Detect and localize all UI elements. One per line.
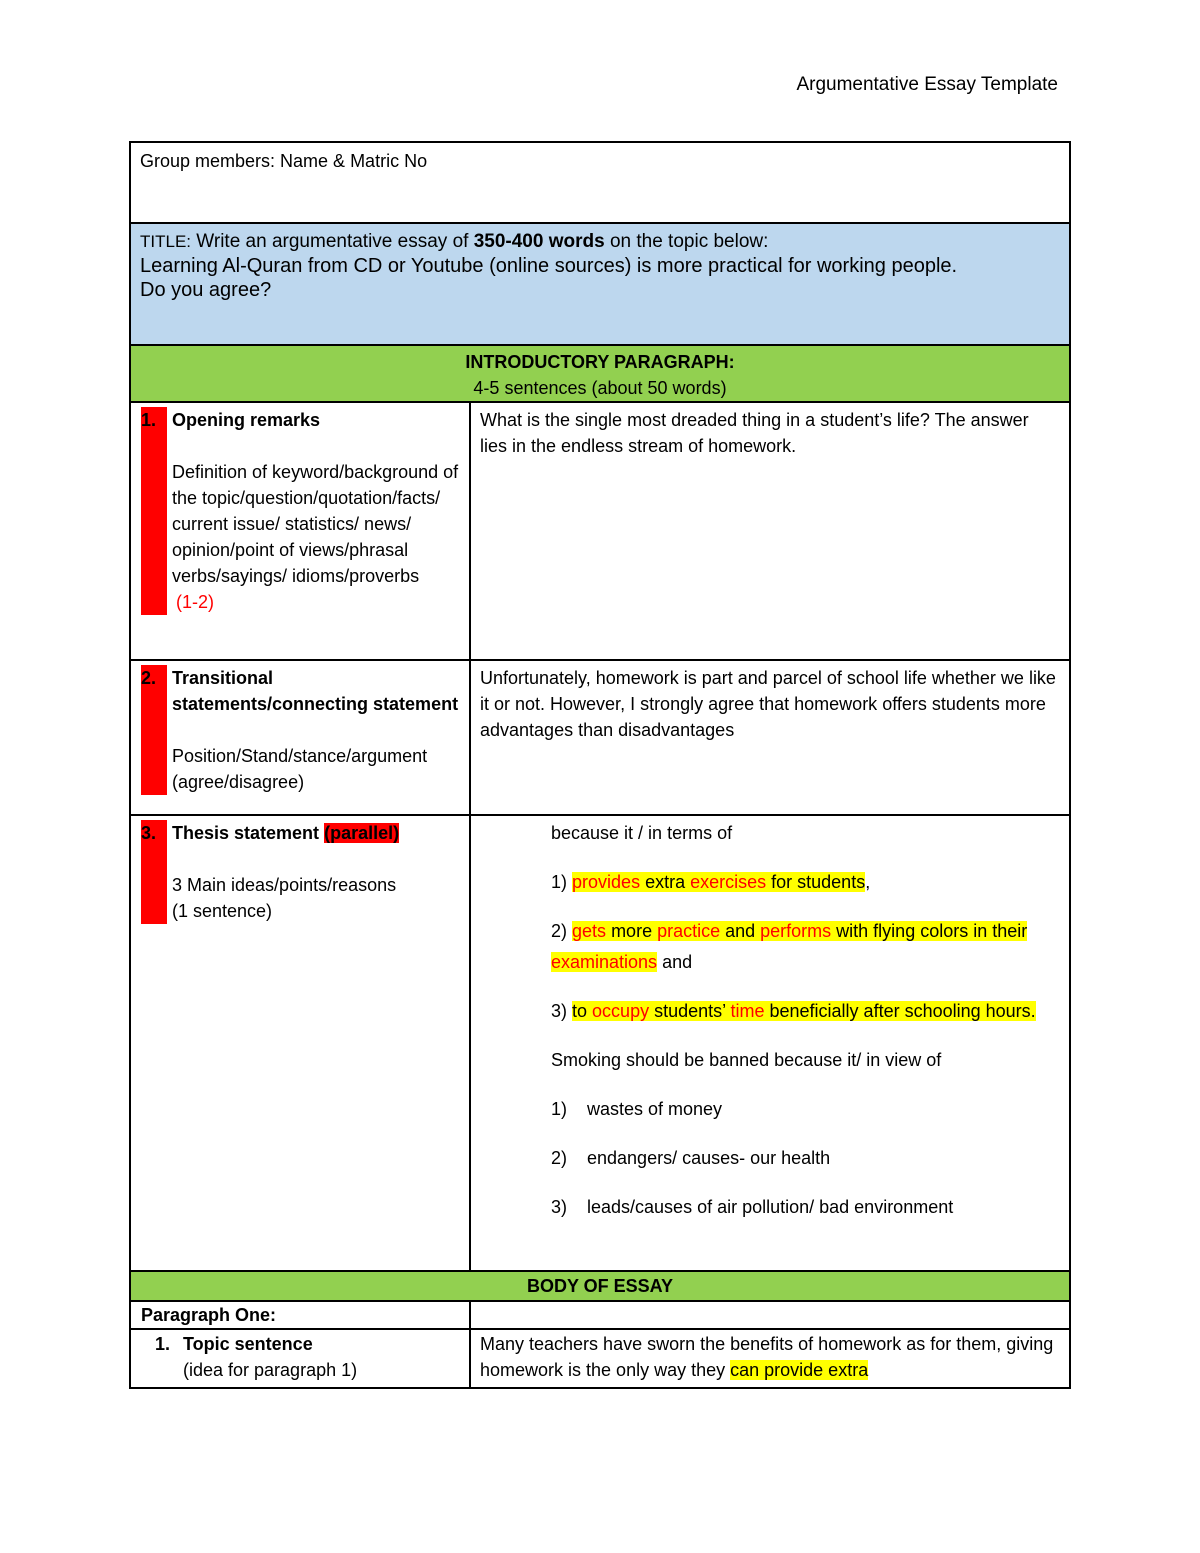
topic-sentence-number: 1. xyxy=(155,1334,171,1354)
topic-sentence-row xyxy=(130,1329,1070,1388)
opening-prompt-cell xyxy=(130,402,470,660)
thesis-tag: (parallel) xyxy=(324,823,400,843)
paragraph-one-label-cell xyxy=(130,1301,470,1329)
transition-number: 2. xyxy=(141,665,167,795)
opening-description: Definition of keyword/background of the topic/question/quotation/facts/ current issue/ statistics/ news/ opinion/point of views/phrasal verbs/sayings/ idioms/proverbs xyxy=(172,462,459,586)
title-label: TITLE: xyxy=(140,232,192,251)
example-item: 1) wastes of money xyxy=(551,1099,723,1119)
example-item: 2) endangers/ causes- our health xyxy=(551,1148,831,1168)
thesis-title: Thesis statement xyxy=(172,823,320,843)
paragraph-one-label: Paragraph One: xyxy=(141,1305,277,1325)
thesis-prompt-cell xyxy=(130,815,470,1271)
thesis-desc-2: (1 sentence) xyxy=(172,901,273,921)
title-row xyxy=(130,223,1070,345)
body-header-title: BODY OF ESSAY xyxy=(526,1276,674,1296)
paragraph-one-row xyxy=(130,1301,1070,1329)
transition-title: Transitional statements/connecting statement xyxy=(172,668,459,714)
group-members-row xyxy=(130,142,1070,223)
example-intro: Smoking should be banned because it/ in view of xyxy=(551,1050,942,1070)
topic-sentence-prompt-cell xyxy=(130,1329,470,1388)
opening-answer-cell[interactable] xyxy=(470,402,1070,660)
transition-row xyxy=(130,660,1070,815)
thesis-point-3: 3) to occupy students’ time beneficially after schooling hours. xyxy=(551,1001,1036,1021)
thesis-point-1: 1) provides extra exercises for students, xyxy=(551,872,871,892)
title-instruction-a: Write an argumentative essay of xyxy=(196,231,469,252)
thesis-desc-1: 3 Main ideas/points/reasons xyxy=(172,875,397,895)
title-cell xyxy=(130,223,1070,345)
body-header-cell xyxy=(130,1271,1070,1301)
intro-header-row xyxy=(130,345,1070,402)
thesis-answer-cell[interactable] xyxy=(470,815,1070,1271)
topic-sentence-title: Topic sentence xyxy=(183,1334,313,1354)
paragraph-one-empty-cell[interactable] xyxy=(470,1301,1070,1329)
topic-sentence-answer-cell[interactable] xyxy=(470,1329,1070,1388)
group-members-cell[interactable] xyxy=(130,142,1070,223)
opening-count: (1-2) xyxy=(176,592,215,612)
opening-answer: What is the single most dreaded thing in a student’s life? The answer lies in the endless stream of homework. xyxy=(480,410,1029,456)
transition-description: Position/Stand/stance/argument (agree/disagree) xyxy=(172,746,428,792)
transition-answer-cell[interactable] xyxy=(470,660,1070,815)
transition-answer: Unfortunately, homework is part and parcel of school life whether we like it or not. However, I strongly agree that homework offers students more advantages than disadvantages xyxy=(480,668,1056,740)
thesis-intro: because it / in terms of xyxy=(551,823,733,843)
title-question: Do you agree? xyxy=(140,279,272,301)
thesis-number: 3. xyxy=(141,820,167,924)
title-word-count: 350-400 words xyxy=(473,231,605,252)
topic-sentence-highlight: can provide extra xyxy=(730,1360,869,1380)
opening-row xyxy=(130,402,1070,660)
opening-number: 1. xyxy=(141,407,167,615)
intro-header-cell xyxy=(130,345,1070,402)
page-header: Argumentative Essay Template xyxy=(796,74,1058,95)
group-members-label: Group members: Name & Matric No xyxy=(140,151,428,171)
thesis-row xyxy=(130,815,1070,1271)
intro-header-title: INTRODUCTORY PARAGRAPH: xyxy=(465,352,735,372)
body-header-row xyxy=(130,1271,1070,1301)
title-instruction-b: on the topic below: xyxy=(609,231,769,252)
transition-prompt-cell xyxy=(130,660,470,815)
example-item: 3) leads/causes of air pollution/ bad environment xyxy=(551,1197,954,1217)
topic-sentence-answer: Many teachers have sworn the benefits of homework as for them, giving homework is the only way they xyxy=(480,1334,1054,1380)
topic-sentence-desc: (idea for paragraph 1) xyxy=(183,1360,358,1380)
thesis-point-2: 2) gets more practice and performs with flying colors in their examinations and xyxy=(551,921,1028,972)
opening-title: Opening remarks xyxy=(172,410,321,430)
title-topic: Learning Al-Quran from CD or Youtube (online sources) is more practical for working people. xyxy=(140,255,958,277)
intro-header-subtitle: 4-5 sentences (about 50 words) xyxy=(473,378,727,398)
essay-template-table xyxy=(129,141,1071,1389)
